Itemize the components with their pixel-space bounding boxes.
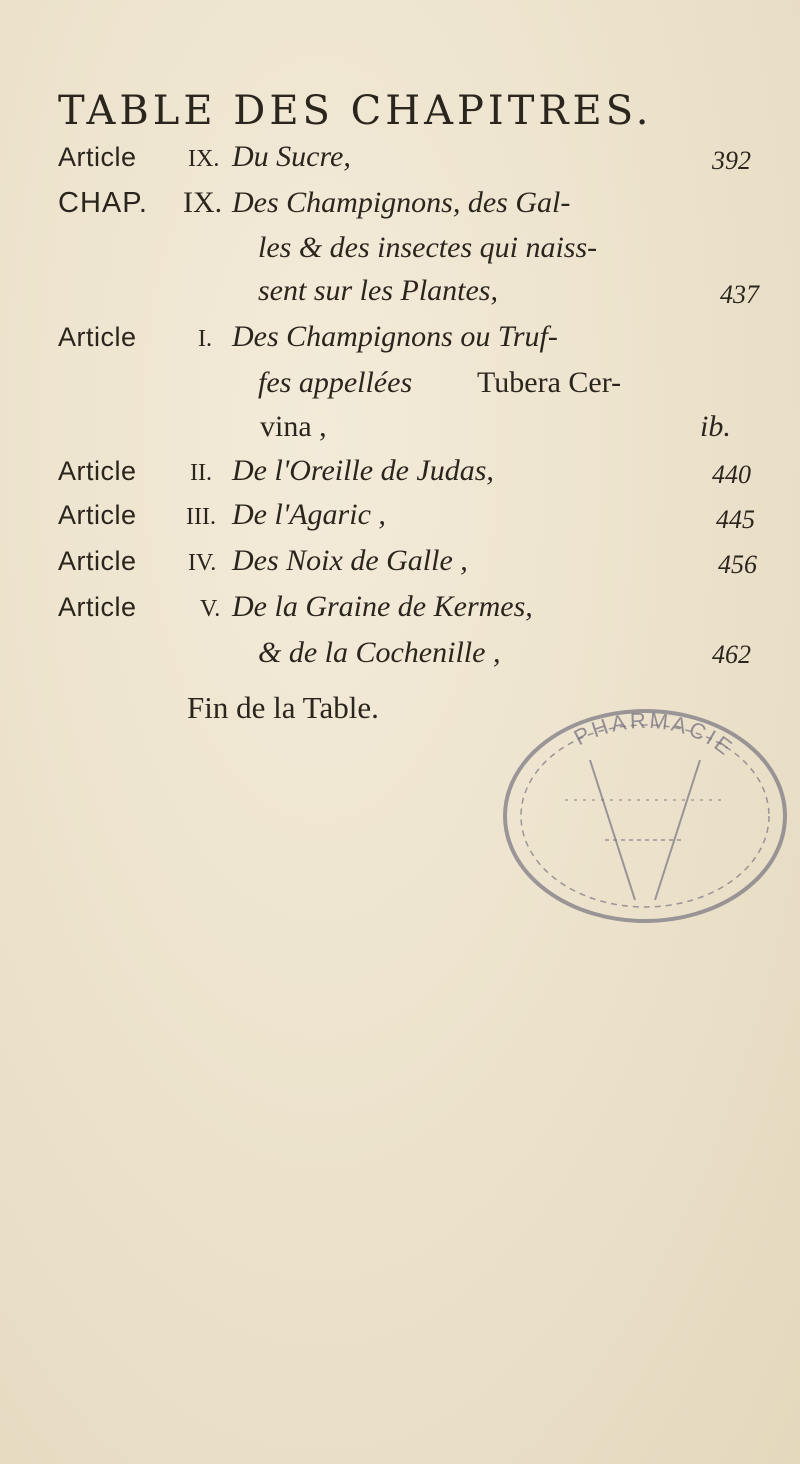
entry-numeral: IX. <box>183 186 223 219</box>
running-title: TABLE DES CHAPITRES. <box>58 88 653 134</box>
entry-page: 392 <box>712 146 751 175</box>
entry-page: 445 <box>716 505 755 534</box>
entry-label: Article <box>58 592 137 622</box>
entry-title: Des Noix de Galle , <box>232 544 468 577</box>
entry-label: Article <box>58 322 137 352</box>
entry-numeral: IX. <box>188 146 220 172</box>
entry-title-line: fes appellées <box>258 366 413 399</box>
entry-label: Article <box>58 142 137 172</box>
stamp-text: PHARMACIE <box>569 707 739 762</box>
entry-title-line: sent sur les Plantes, <box>258 274 498 307</box>
entry-page: ib. <box>700 410 731 443</box>
entry-numeral: II. <box>190 460 212 486</box>
entry-page: 462 <box>712 640 751 669</box>
entry-title-line: les & des insectes qui naiss- <box>258 231 598 264</box>
entry-title: Du Sucre, <box>232 140 351 173</box>
entry-numeral: V. <box>200 596 221 622</box>
entry-numeral: I. <box>198 326 212 352</box>
entry-numeral: III. <box>186 504 216 530</box>
entry-title: De l'Agaric , <box>232 498 386 531</box>
entry-title: De l'Oreille de Judas, <box>232 454 494 487</box>
entry-numeral: IV. <box>188 550 217 576</box>
end-of-table: Fin de la Table. <box>187 690 379 725</box>
library-stamp-icon <box>495 700 795 932</box>
entry-page: 437 <box>720 280 759 309</box>
entry-title-line: De la Graine de Kermes, <box>232 590 533 623</box>
entry-label: Article <box>58 456 137 486</box>
entry-title-latin: vina , <box>260 410 327 443</box>
entry-label: Article <box>58 546 137 576</box>
entry-title-line: & de la Cochenille , <box>258 636 501 669</box>
entry-label: CHAP. <box>58 187 148 219</box>
entry-title-line: Des Champignons, des Gal- <box>232 186 571 219</box>
entry-page: 440 <box>712 460 751 489</box>
entry-title-latin: Tubera Cer- <box>477 366 622 399</box>
entry-title-line: Des Champignons ou Truf- <box>232 320 558 353</box>
entry-label: Article <box>58 500 137 530</box>
entry-page: 456 <box>718 550 757 579</box>
